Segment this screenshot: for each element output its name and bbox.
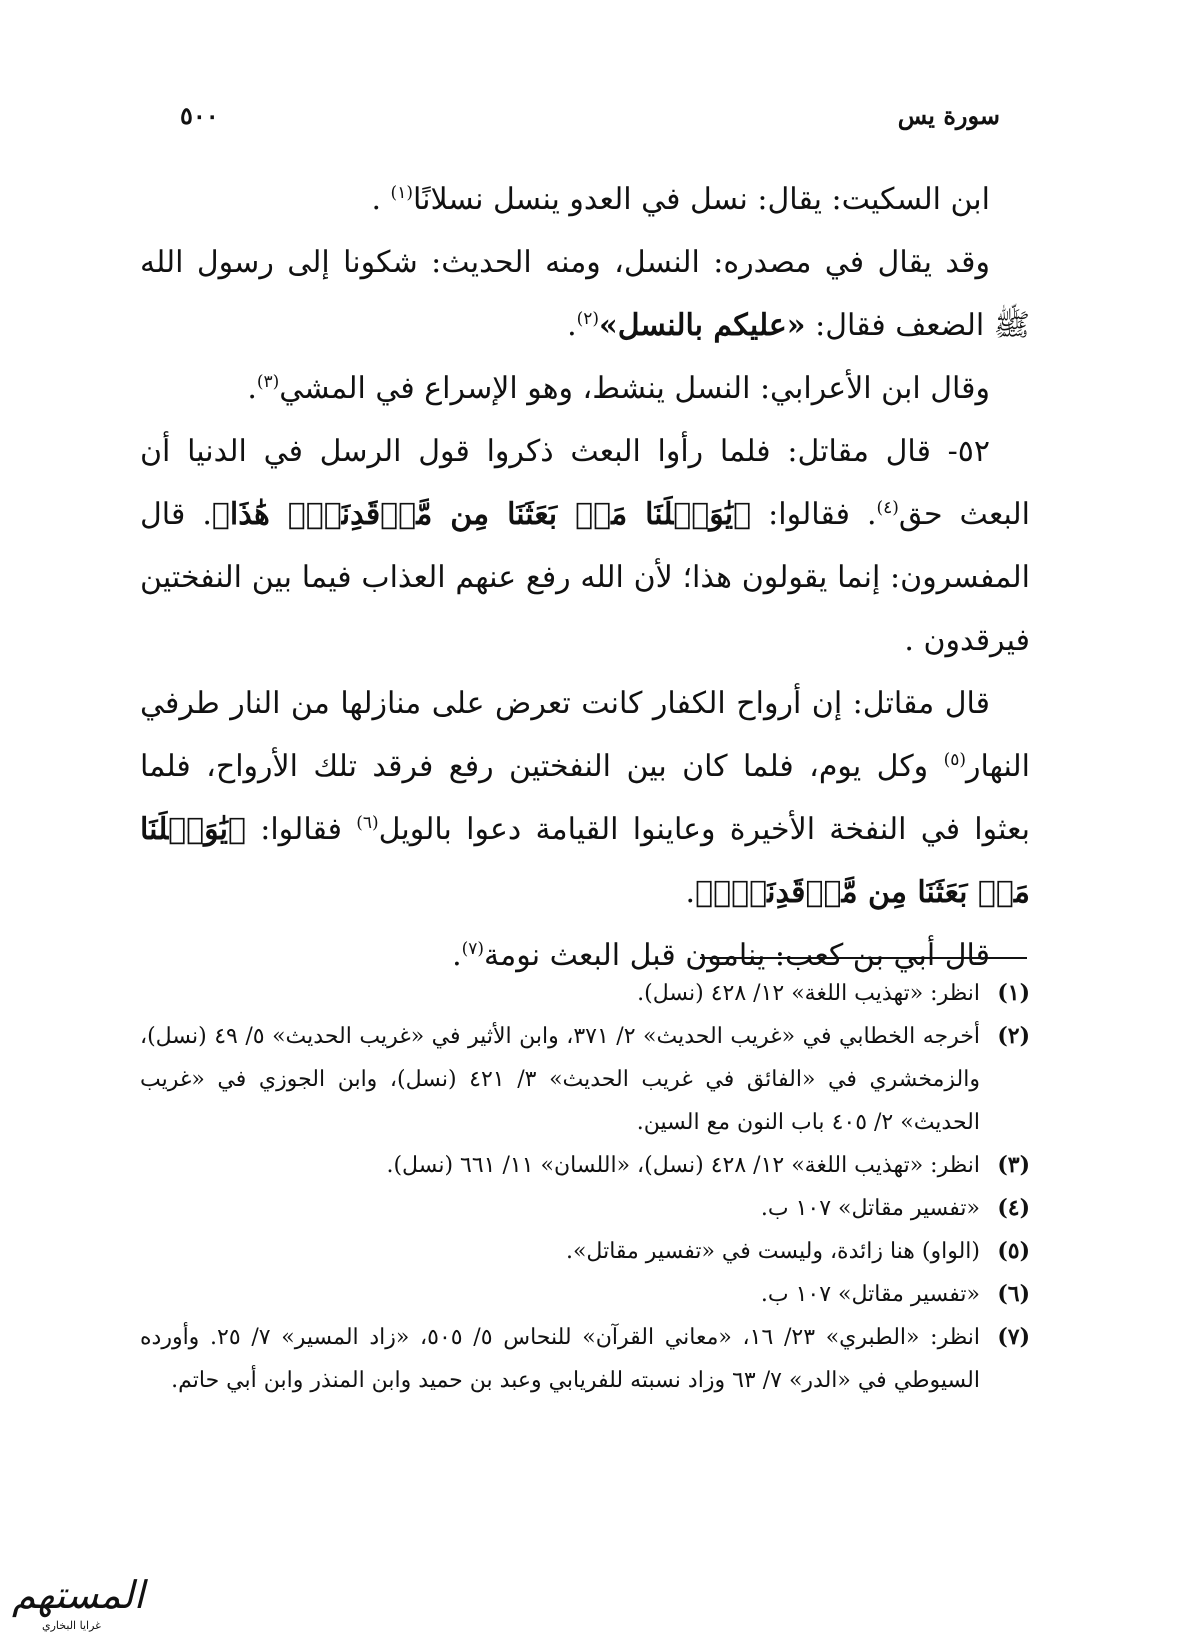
footnote-text: أخرجه الخطابي في «غريب الحديث» ٢/ ٣٧١، وابن الأثير في «غريب الحديث» ٥/ ٤٩ (نسل)، والزمخشري في «الفائق في غريب الحديث» ٣/ ٤٢١ (نسل)، وابن الجوزي في «غريب الحديث» ٢/ ٤٠٥ باب النون مع السين. [140,1024,980,1135]
footnote-number: (٦) [997,1281,1030,1307]
footnote-text: «تفسير مقاتل» ١٠٧ ب. [760,1282,980,1307]
paragraph: قال مقاتل: إن أرواح الكفار كانت تعرض على منازلها من النار طرفي النهار$^{(٥)}$ وكل يوم، فلما كان بين النفختين رفع فرقد تلك الأرواح، فلما بعثوا في النفخة الأخيرة وعاينوا القيامة دعوا بالويل$^{(٦)}$ فقالوا: ﴿يَٰوَيۡلَنَا مَنۢ بَعَثَنَا مِن مَّرۡقَدِنَاۜۗ﴾. [140,686,1031,910]
footnote-number: (٣) [997,1152,1030,1178]
logo-word: المستهم [12,1573,145,1617]
footnotes [140,972,1030,1402]
paragraph: وقال ابن الأعرابي: النسل ينشط، وهو الإسراع في المشي$^{(٣)}$. [247,371,990,406]
footnote [140,1187,1030,1230]
footnote-number: (٢) [997,1023,1030,1049]
footnote-number: (١) [997,980,1030,1006]
footnote-ref: (٣) [256,372,280,392]
footnote-ref: (٥) [943,750,967,770]
footnote-ref: (٦) [356,813,379,833]
footnote-ref: (٢) [576,309,600,329]
surah-title: سورة يس [897,100,1000,130]
footnote [140,1144,1030,1187]
footnote-text: انظر: «تهذيب اللغة» ١٢/ ٤٢٨ (نسل)، «اللسان» ١١/ ٦٦١ (نسل). [386,1153,980,1178]
logo-subtext: غرايا البخاري [42,1619,101,1632]
footnote-ref: (٤) [876,498,899,518]
paragraph: ٥٢- قال مقاتل: فلما رأوا البعث ذكروا قول الرسل في الدنيا أن البعث حق$^{(٤)}$. فقالوا: ﴿يَٰوَيۡلَنَا مَنۢ بَعَثَنَا مِن مَّرۡقَدِنَاۜۗ هَٰذَا﴾. قال المفسرون: إنما يقولون هذا؛ لأن الله رفع عنهم العذاب فيما بين النفختين فيرقدون . [140,434,1030,658]
footnote-text: انظر: «تهذيب اللغة» ١٢/ ٤٢٨ (نسل). [637,981,980,1006]
footnote [140,1273,1030,1316]
footnote [140,1015,1030,1144]
footnote-text: «تفسير مقاتل» ١٠٧ ب. [760,1196,980,1221]
footnote-text: (الواو) هنا زائدة، وليست في «تفسير مقاتل». [565,1239,980,1264]
footnote-number: (٥) [997,1238,1030,1264]
hadith-quote: «عليكم بالنسل» [599,308,806,343]
footnote-ref: (٧) [461,939,485,959]
footnote-number: (٧) [997,1324,1030,1350]
footnote [140,1316,1030,1402]
quran-verse: ﴿يَٰوَيۡلَنَا مَنۢ بَعَثَنَا مِن مَّرۡقَدِنَاۜۗ﴾ [140,812,1030,910]
footnote [140,1230,1030,1273]
page-header [160,95,1030,135]
footnote-text: انظر: «الطبري» ٢٣/ ١٦، «معاني القرآن» للنحاس ٥/ ٥٠٥، «زاد المسير» ٧/ ٢٥. وأورده السيوطي في «الدر» ٧/ ٦٣ وزاد نسبته للفريابي وعبد بن حميد وابن المنذر وابن أبي حاتم. [140,1325,981,1393]
publisher-logo [12,1565,145,1637]
footnote-number: (٤) [997,1195,1030,1221]
paragraph: ابن السكيت: يقال: نسل في العدو ينسل نسلانًا$^{(١)}$ . [371,182,990,217]
footnote [140,972,1030,1015]
quran-verse: ﴿يَٰوَيۡلَنَا مَنۢ بَعَثَنَا مِن مَّرۡقَدِنَاۜۗ هَٰذَا﴾ [211,497,752,532]
footnote-divider [700,957,1027,959]
paragraph: وقد يقال في مصدره: النسل، ومنه الحديث: شكونا إلى رسول الله ﷺ الضعف فقال: «عليكم بالنسل»$^{(٢)}$. [140,245,1030,343]
page-number: ٥٠٠ [180,100,219,130]
footnote-ref: (١) [390,183,413,203]
main-text [140,168,1030,987]
paragraph: قال أبي بن كعب: ينامون قبل البعث نومة$^{(٧)}$. [452,938,990,973]
